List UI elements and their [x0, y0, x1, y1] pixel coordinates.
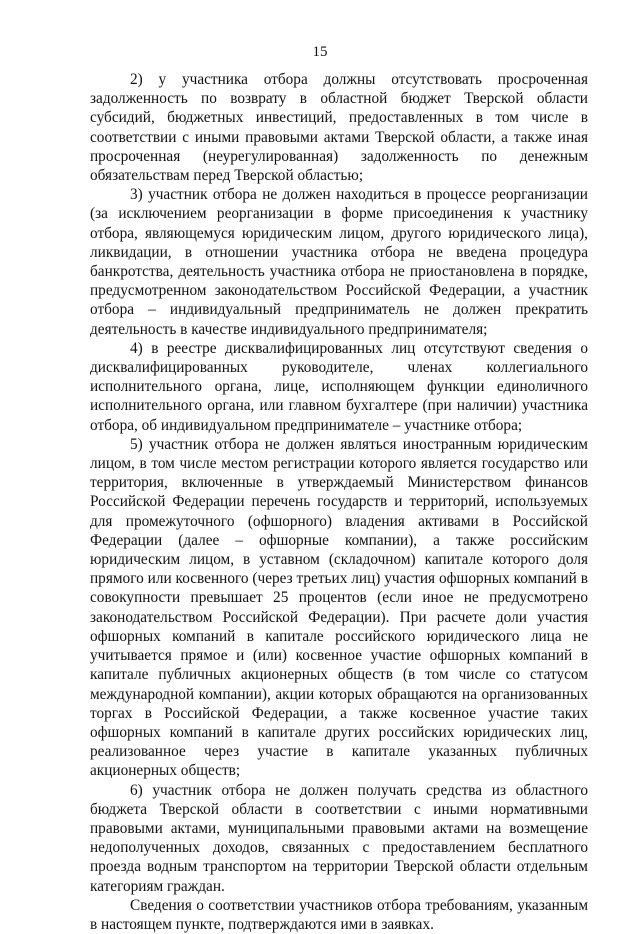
paragraph-item-6: 6) участник отбора не должен получать средства из областного бюджета Тверской области в соответствии с иными нормативными правовыми актами, муниципальными правовыми актами на возмещение недополученных доходов, связанных с предоставлением бесплатного проезда водным транспортом на территории Тверской области отдельным категориям граждан. — [90, 781, 588, 895]
paragraph-item-4: 4) в реестре дисквалифицированных лиц отсутствуют сведения о дисквалифицированных руководителе, членах коллегиального исполнительного органа, лице, исполняющем функции единоличного исполнительного органа, или главном бухгалтере (при наличии) участника отбора, об индивидуальном предпринимателе – участнике отбора; — [90, 339, 588, 434]
page-number: 15 — [312, 44, 328, 60]
document-body — [90, 70, 588, 934]
paragraph-item-3: 3) участник отбора не должен находиться в процессе реорганизации (за исключением реорганизации в форме присоединения к участнику отбора, являющемуся юридическим лицом, другого юридического лица), ликвидации, в отношении участника отбора не введена процедура банкротства, деятельность участника отбора не приостановлена в порядке, предусмотренном законодательством Российской Федерации, а участник отбора – индивидуальный предприниматель не должен прекратить деятельность в качестве индивидуального предпринимателя; — [90, 186, 588, 338]
paragraph-confirmation: Сведения о соответствии участников отбора требованиям, указанным в настоящем пункте, подтверждаются ими в заявках. — [90, 896, 588, 933]
paragraph-item-5: 5) участник отбора не должен являться иностранным юридическим лицом, в том числе местом регистрации которого является государство или территория, включенные в утверждаемый Министерством финансов Российской Федерации перечень государств и территорий, используемых для промежуточного (офшорного) владения активами в Российской Федерации (далее – офшорные компании), а также российским юридическим лицом, в уставном (складочном) капитале которого доля прямого или косвенного (через третьих лиц) участия офшорных компаний в совокупности превышает 25 процентов (если иное не предусмотрено законодательством Российской Федерации). При расчете доли участия офшорных компаний в капитале российского юридического лица не учитывается прямое и (или) косвенное участие офшорных компаний в капитале публичных акционерных обществ (в том числе со статусом международной компании), акции которых обращаются на организованных торгах в Российской Федерации, а также косвенное участие таких офшорных компаний в капитале других российских юридических лиц, реализованное через участие в капитале указанных публичных акционерных обществ; — [90, 435, 588, 780]
paragraph-item-2: 2) у участника отбора должны отсутствовать просроченная задолженность по возврату в областной бюджет Тверской области субсидий, бюджетных инвестиций, предоставленных в том числе в соответствии с иными правовыми актами Тверской области, а также иная просроченная (неурегулированная) задолженность по денежным обязательствам перед Тверской областью; — [90, 71, 588, 185]
